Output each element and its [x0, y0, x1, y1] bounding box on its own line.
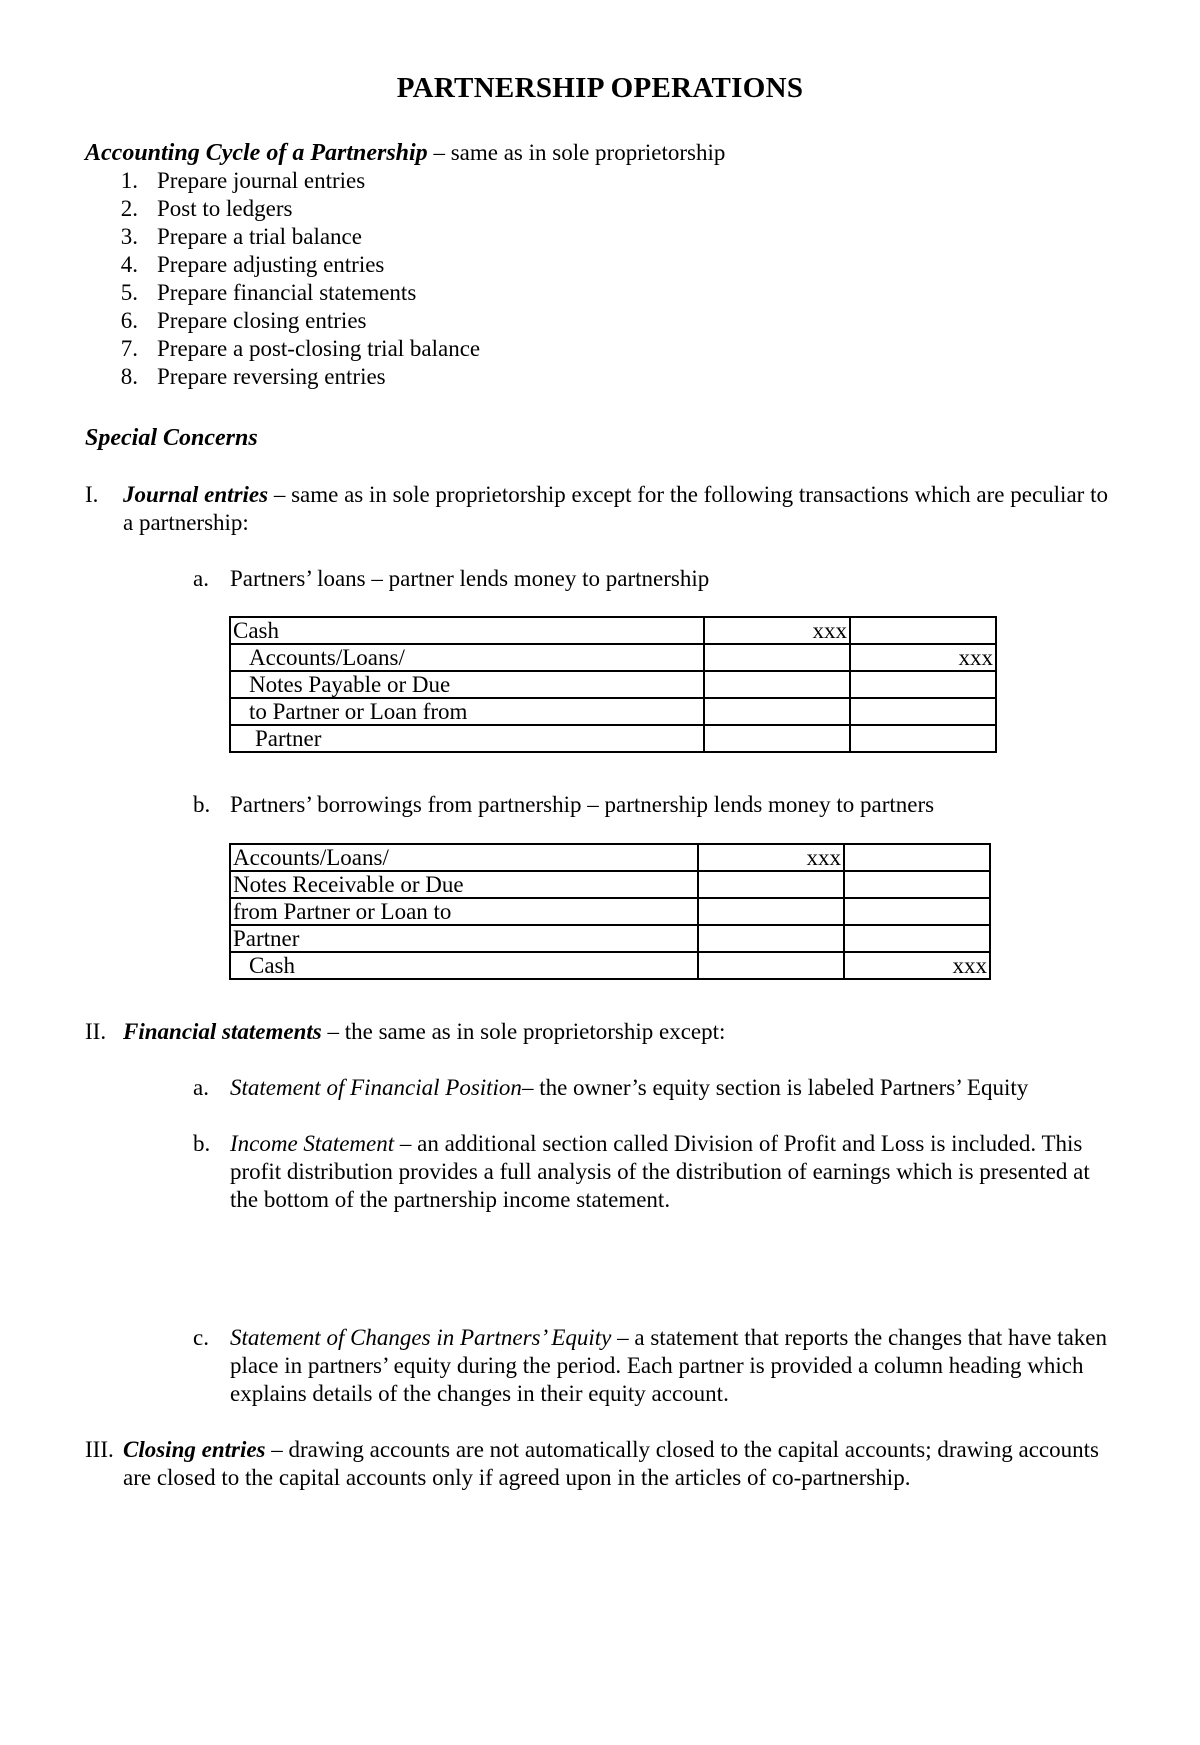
list-item: Prepare a trial balance: [157, 224, 362, 249]
debit-cell: [698, 925, 844, 952]
journal-entries-text: – same as in sole proprietorship except for the following transactions which are peculiar to: [268, 482, 1108, 507]
scpe-text-2: place in partners’ equity during the period. Each partner is provided a column heading which: [230, 1353, 1084, 1378]
journal-entries-line: [123, 481, 1108, 509]
table-row: [230, 844, 990, 871]
step-number: 3.: [120, 224, 138, 249]
debit-cell: xxx: [704, 617, 850, 644]
journal-entries-text-cont: a partnership:: [123, 510, 249, 535]
credit-cell: [844, 898, 990, 925]
table-row: [230, 898, 990, 925]
section-number: II.: [85, 1019, 107, 1044]
step-number: 5.: [120, 280, 138, 305]
list-item: Post to ledgers: [157, 196, 293, 221]
account-cell: Notes Payable or Due: [230, 671, 704, 698]
debit-cell: [704, 671, 850, 698]
section-number: I.: [85, 482, 99, 507]
table-row: [230, 925, 990, 952]
account-cell: to Partner or Loan from: [230, 698, 704, 725]
income-statement-text-2: profit distribution provides a full analysis of the distribution of earnings which is presented at: [230, 1159, 1090, 1184]
closing-entries-text-2: are closed to the capital accounts only if agreed upon in the articles of co-partnership.: [123, 1465, 911, 1490]
item-letter: c.: [193, 1325, 209, 1350]
list-item: Prepare a post-closing trial balance: [157, 336, 481, 361]
journal-entries-label: Journal entries: [123, 482, 269, 507]
step-number: 8.: [120, 364, 138, 389]
credit-cell: [850, 617, 996, 644]
table-row: [230, 617, 996, 644]
financial-statements-label: Financial statements: [123, 1019, 322, 1044]
scpe-text: – a statement that reports the changes that have taken: [611, 1325, 1107, 1350]
table-row: [230, 952, 990, 979]
credit-cell: xxx: [850, 644, 996, 671]
step-number: 2.: [120, 196, 138, 221]
credit-cell: [844, 925, 990, 952]
item-letter: b.: [193, 1131, 211, 1156]
closing-entries-label: Closing entries: [123, 1437, 266, 1462]
scpe-label: Statement of Changes in Partners’ Equity: [230, 1325, 612, 1350]
table-row: [230, 871, 990, 898]
sfp-line: [230, 1074, 1028, 1102]
debit-cell: [704, 725, 850, 752]
item-letter: b.: [193, 792, 211, 817]
credit-cell: [850, 671, 996, 698]
debit-cell: [698, 898, 844, 925]
partners-loans-text: Partners’ loans – partner lends money to partnership: [230, 566, 710, 591]
sfp-label: Statement of Financial Position: [230, 1075, 522, 1100]
income-statement-text: – an additional section called Division of Profit and Loss is included. This: [394, 1131, 1083, 1156]
debit-cell: [704, 644, 850, 671]
financial-statements-line: [123, 1018, 725, 1046]
step-number: 4.: [120, 252, 138, 277]
cycle-heading-rest: – same as in sole proprietorship: [427, 140, 726, 165]
step-number: 6.: [120, 308, 138, 333]
credit-cell: [844, 844, 990, 871]
borrowings-journal-table: [229, 843, 991, 980]
step-number: 7.: [120, 336, 138, 361]
debit-cell: [698, 952, 844, 979]
closing-entries-text: – drawing accounts are not automatically closed to the capital accounts; drawing accounts: [265, 1437, 1099, 1462]
account-cell: Notes Receivable or Due: [230, 871, 698, 898]
credit-cell: [850, 725, 996, 752]
income-statement-line: [230, 1130, 1082, 1158]
list-item: Prepare financial statements: [157, 280, 417, 305]
cycle-heading: Accounting Cycle of a Partnership: [85, 140, 428, 166]
account-cell: Partner: [230, 725, 704, 752]
sfp-text: – the owner’s equity section is labeled Partners’ Equity: [521, 1075, 1029, 1100]
item-letter: a.: [193, 566, 209, 591]
debit-cell: [704, 698, 850, 725]
partners-borrowings-text: Partners’ borrowings from partnership – partnership lends money to partners: [230, 792, 935, 817]
credit-cell: [844, 871, 990, 898]
debit-cell: xxx: [698, 844, 844, 871]
page-title: PARTNERSHIP OPERATIONS: [396, 72, 804, 104]
table-row: [230, 671, 996, 698]
table-row: [230, 644, 996, 671]
scpe-text-3: explains details of the changes in their equity account.: [230, 1381, 729, 1406]
income-statement-text-3: the bottom of the partnership income statement.: [230, 1187, 671, 1212]
financial-statements-text: – the same as in sole proprietorship except:: [321, 1019, 726, 1044]
credit-cell: [850, 698, 996, 725]
account-cell: Accounts/Loans/: [230, 844, 698, 871]
special-concerns-heading: Special Concerns: [85, 425, 258, 451]
account-cell: Accounts/Loans/: [230, 644, 704, 671]
debit-cell: [698, 871, 844, 898]
credit-cell: xxx: [844, 952, 990, 979]
list-item: Prepare adjusting entries: [157, 252, 385, 277]
list-item: Prepare closing entries: [157, 308, 367, 333]
step-number: 1.: [120, 168, 138, 193]
table-row: [230, 698, 996, 725]
account-cell: Cash: [230, 952, 698, 979]
income-statement-label: Income Statement: [230, 1131, 395, 1156]
account-cell: Partner: [230, 925, 698, 952]
account-cell: Cash: [230, 617, 704, 644]
list-item: Prepare journal entries: [157, 168, 366, 193]
closing-entries-line: [123, 1436, 1099, 1464]
item-letter: a.: [193, 1075, 209, 1100]
list-item: Prepare reversing entries: [157, 364, 386, 389]
scpe-line: [230, 1324, 1107, 1352]
account-cell: from Partner or Loan to: [230, 898, 698, 925]
table-row: [230, 725, 996, 752]
cycle-heading-line: [85, 139, 725, 167]
loans-journal-table: [229, 616, 997, 753]
section-number: III.: [85, 1437, 114, 1462]
